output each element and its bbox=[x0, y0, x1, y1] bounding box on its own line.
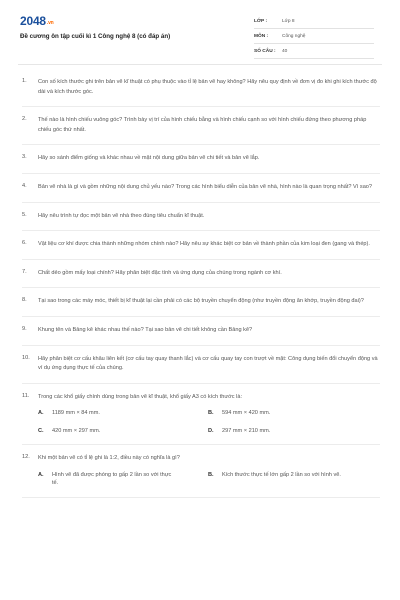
answer-option[interactable] bbox=[208, 427, 378, 436]
meta-row-subject bbox=[254, 29, 374, 44]
question-item bbox=[22, 355, 380, 384]
question-number: 10. bbox=[22, 354, 30, 361]
question-number: 4. bbox=[22, 182, 27, 189]
answer-option[interactable] bbox=[38, 471, 208, 488]
question-text: Khi một bản vẽ có tỉ lệ ghi là 1:2, điều này có nghĩa là gì? bbox=[38, 455, 180, 462]
meta-label: SỐ CÂU : bbox=[254, 48, 276, 54]
meta-row-count bbox=[254, 44, 374, 59]
option-text: 420 mm × 297 mm. bbox=[52, 427, 101, 434]
question-text: Hãy so sánh điểm giống và khác nhau về mặt nội dung giữa bản vẽ chi tiết và bản vẽ lắp. bbox=[38, 155, 260, 162]
meta-row-class bbox=[254, 14, 374, 29]
question-text: Con số kích thước ghi trên bản vẽ kĩ thuật có phụ thuộc vào tỉ lệ bản vẽ hay không? Hãy nêu quy định về đơn vị đo khi ghi kích thước độ dài và kích thước góc. bbox=[38, 79, 377, 95]
question-number: 3. bbox=[22, 154, 27, 161]
question-item bbox=[22, 240, 380, 260]
option-letter: B. bbox=[208, 471, 214, 478]
question-text: Hãy phân biệt cơ cấu khâu liên kết (cơ cấu tay quay thanh lắc) và cơ cấu quay tay con trượt về mặt: Công dụng biến đổi chuyển động và ví dụ ứng dụng thực tế của chúng. bbox=[38, 355, 378, 372]
question-item bbox=[22, 116, 380, 145]
meta-value: Lớp 8 bbox=[282, 18, 295, 24]
question-item bbox=[22, 326, 380, 346]
question-item bbox=[22, 78, 380, 107]
document-title: Đề cương ôn tập cuối kì 1 Công nghệ 8 (có đáp án) bbox=[20, 33, 171, 40]
question-text: Trong các khổ giấy chính dùng trong bản vẽ kĩ thuật, khổ giấy A3 có kích thước là: bbox=[38, 393, 243, 400]
logo-main: 2048 bbox=[20, 14, 46, 28]
meta-label: MÔN : bbox=[254, 33, 269, 39]
meta-label: LỚP : bbox=[254, 18, 268, 24]
question-number: 11. bbox=[22, 392, 30, 399]
question-number: 8. bbox=[22, 297, 27, 304]
header-divider bbox=[18, 64, 382, 65]
question-number: 5. bbox=[22, 211, 27, 218]
question-item bbox=[22, 212, 380, 232]
question-text: Khung tên và Bảng kê khác nhau thế nào? Tại sao bản vẽ chi tiết không cần Bảng kê? bbox=[38, 326, 253, 333]
question-text: Tại sao trong các máy móc, thiết bị kĩ thuật lại cần phải có các bộ truyền chuyển động (như truyền động ăn khớp, truyền động đai)? bbox=[38, 298, 364, 305]
question-number: 7. bbox=[22, 268, 27, 275]
answer-option[interactable] bbox=[208, 471, 378, 488]
document-header bbox=[0, 0, 400, 64]
site-logo[interactable] bbox=[20, 14, 54, 28]
answer-options bbox=[38, 409, 380, 435]
question-text: Thế nào là hình chiếu vuông góc? Trình bày vị trí của hình chiếu bằng và hình chiếu cạnh so với hình chiếu đứng theo phương pháp chiếu góc thứ nhất. bbox=[38, 117, 367, 133]
question-number: 6. bbox=[22, 240, 27, 247]
question-number: 9. bbox=[22, 325, 27, 332]
question-item bbox=[22, 454, 380, 498]
question-item bbox=[22, 183, 380, 203]
meta-value: 40 bbox=[282, 48, 288, 54]
option-letter: A. bbox=[38, 410, 44, 417]
question-number: 1. bbox=[22, 78, 27, 84]
option-text: 1189 mm × 84 mm. bbox=[52, 410, 100, 417]
question-number: 12. bbox=[22, 454, 30, 461]
question-item bbox=[22, 269, 380, 289]
answer-option[interactable] bbox=[38, 409, 208, 418]
option-letter: C. bbox=[38, 427, 44, 434]
meta-value: Công nghệ bbox=[282, 33, 306, 39]
option-text: 594 mm × 420 mm. bbox=[222, 410, 271, 417]
option-text: Kích thước thực tế lớn gấp 2 lần so với hình vẽ. bbox=[222, 471, 341, 478]
document-meta bbox=[254, 14, 374, 59]
question-text: Chất dẻo gồm mấy loại chính? Hãy phân biệt đặc tính và ứng dụng của chúng trong ngành cơ khí. bbox=[38, 269, 282, 276]
answer-options bbox=[38, 471, 380, 488]
logo-domain: .vn bbox=[46, 20, 54, 26]
option-letter: B. bbox=[208, 410, 214, 417]
question-item bbox=[22, 393, 380, 446]
question-text: Bản vẽ nhà là gì và gồm những nội dung chủ yếu nào? Trong các hình biểu diễn của bản vẽ nhà, hình nào là quan trọng nhất? Vì sao? bbox=[38, 183, 373, 190]
question-item bbox=[22, 154, 380, 174]
option-text: Hình vẽ đã được phóng to gấp 2 lần so với thực tế. bbox=[52, 471, 172, 487]
question-text: Vật liệu cơ khí được chia thành những nhóm chính nào? Hãy nêu sự khác biệt cơ bản về thành phần của kim loại đen (gang và thép). bbox=[38, 241, 370, 248]
option-letter: D. bbox=[208, 427, 214, 434]
option-text: 297 mm × 210 mm. bbox=[222, 427, 271, 434]
question-item bbox=[22, 297, 380, 317]
answer-option[interactable] bbox=[38, 427, 208, 436]
question-list bbox=[0, 78, 400, 507]
option-letter: A. bbox=[38, 471, 44, 478]
question-number: 2. bbox=[22, 116, 27, 123]
answer-option[interactable] bbox=[208, 409, 378, 418]
question-text: Hãy nêu trình tự đọc một bản vẽ nhà theo đúng tiêu chuẩn kĩ thuật. bbox=[38, 212, 205, 219]
